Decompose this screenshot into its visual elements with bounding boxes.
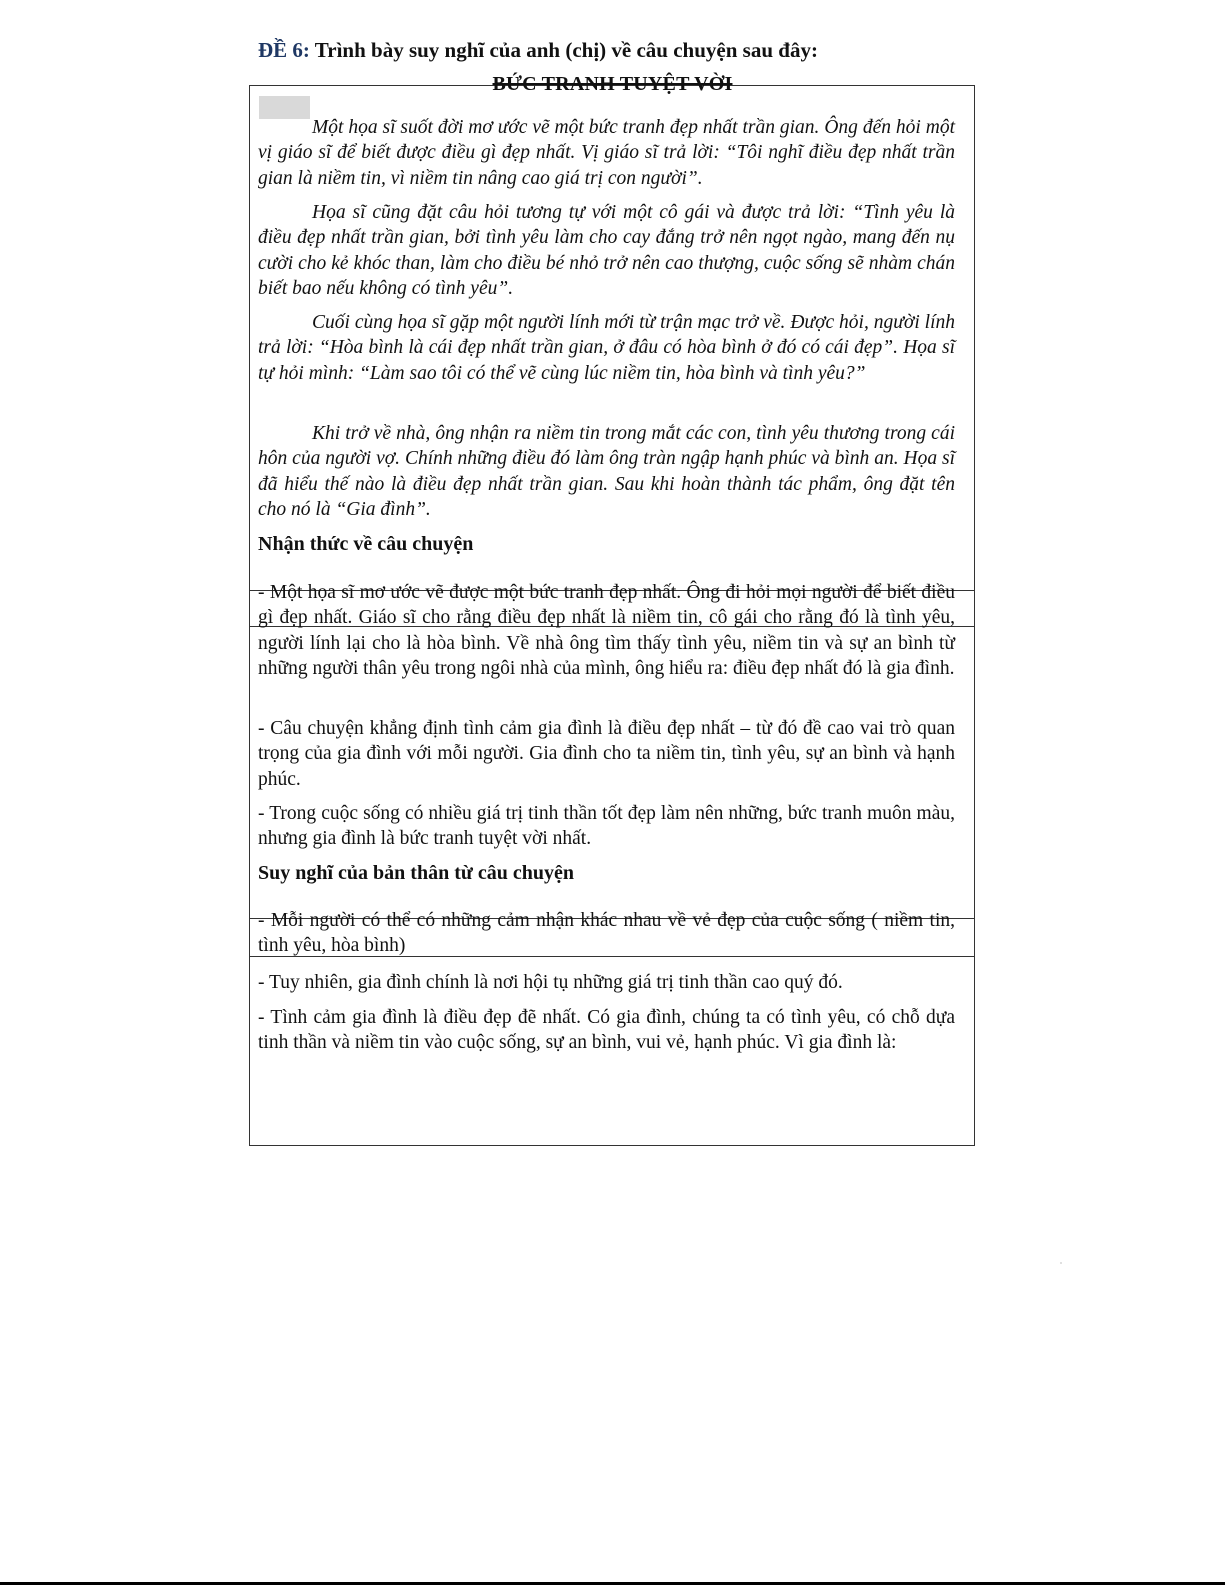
awareness-paragraph-1: - Một họa sĩ mơ ước vẽ được một bức tranh đẹp nhất. Ông đi hỏi mọi người để biết điều gì đẹp nhất. Giáo sĩ cho rằng điều đẹp nhất là niềm tin, cô gái cho rằng đó là tình yêu, người lính lại cho là hòa bình. Về nhà ông tìm thấy tình yêu, niềm tin và sự an bình từ những người thân yêu trong ngôi nhà của mình, ông hiểu ra: điều đẹp nhất đó là gia đình. <box>258 582 955 680</box>
scan-speck <box>1060 1262 1062 1264</box>
story-paragraph-1: Một họa sĩ suốt đời mơ ước vẽ một bức tranh đẹp nhất trần gian. Ông đến hỏi một vị giáo sĩ để biết được điều gì đẹp nhất. Vị giáo sĩ trả lời: “Tôi nghĩ điều đẹp nhất trần gian là niềm tin, vì niềm tin nâng cao giá trị con người”. <box>258 117 955 189</box>
story-title: BỨC TRANH TUYỆT VỜI <box>492 73 733 95</box>
section-title-reflection: Suy nghĩ của bản thân từ câu chuyện <box>258 862 574 884</box>
section-title-awareness: Nhận thức về câu chuyện <box>258 533 474 555</box>
reflection-paragraph-1: - Mỗi người có thể có những cảm nhận khác nhau về vẻ đẹp của cuộc sống ( niềm tin, tình yêu, hòa bình) <box>258 910 955 957</box>
awareness-paragraph-2: - Câu chuyện khẳng định tình cảm gia đình là điều đẹp nhất – từ đó đề cao vai trò quan trọng của gia đình với mỗi người. Gia đình cho ta niềm tin, tình yêu, sự an bình và hạnh phúc. <box>258 718 955 790</box>
question-text: Trình bày suy nghĩ của anh (chị) về câu chuyện sau đây: <box>314 38 818 62</box>
reflection-paragraph-3: - Tình cảm gia đình là điều đẹp đẽ nhất. Có gia đình, chúng ta có tình yêu, có chỗ dựa tinh thần và niềm tin vào cuộc sống, sự an bình, vui vẻ, hạnh phúc. Vì gia đình là: <box>258 1007 955 1054</box>
question-heading <box>258 38 818 63</box>
question-label: ĐỀ 6: <box>258 38 310 62</box>
story-paragraph-3: Cuối cùng họa sĩ gặp một người lính mới từ trận mạc trở về. Được hỏi, người lính trả lời: “Hòa bình là cái đẹp nhất trần gian, ở đâu có hòa bình ở đó có cái đẹp”. Họa sĩ tự hỏi mình: “Làm sao tôi có thể vẽ cùng lúc niềm tin, hòa bình và tình yêu?” <box>258 312 955 384</box>
reflection-paragraph-2: - Tuy nhiên, gia đình chính là nơi hội tụ những giá trị tinh thần cao quý đó. <box>258 972 843 993</box>
story-paragraph-4: Khi trở về nhà, ông nhận ra niềm tin trong mắt các con, tình yêu thương trong cái hôn của người vợ. Chính những điều đó làm ông tràn ngập hạnh phúc và bình an. Họa sĩ đã hiểu thế nào là điều đẹp nhất trần gian. Sau khi hoàn thành tác phẩm, ông đặt tên cho nó là “Gia đình”. <box>258 423 955 521</box>
story-paragraph-2: Họa sĩ cũng đặt câu hỏi tương tự với một cô gái và được trả lời: “Tình yêu là điều đẹp nhất trần gian, bởi tình yêu làm cho cay đắng trở nên ngọt ngào, mang đến nụ cười cho kẻ khóc than, làm cho điều bé nhỏ trở nên cao thượng, cuộc sống sẽ nhàm chán biết bao nếu không có tình yêu”. <box>258 202 955 300</box>
awareness-paragraph-3: - Trong cuộc sống có nhiều giá trị tinh thần tốt đẹp làm nên những, bức tranh muôn màu, nhưng gia đình là bức tranh tuyệt vời nhất. <box>258 803 955 850</box>
